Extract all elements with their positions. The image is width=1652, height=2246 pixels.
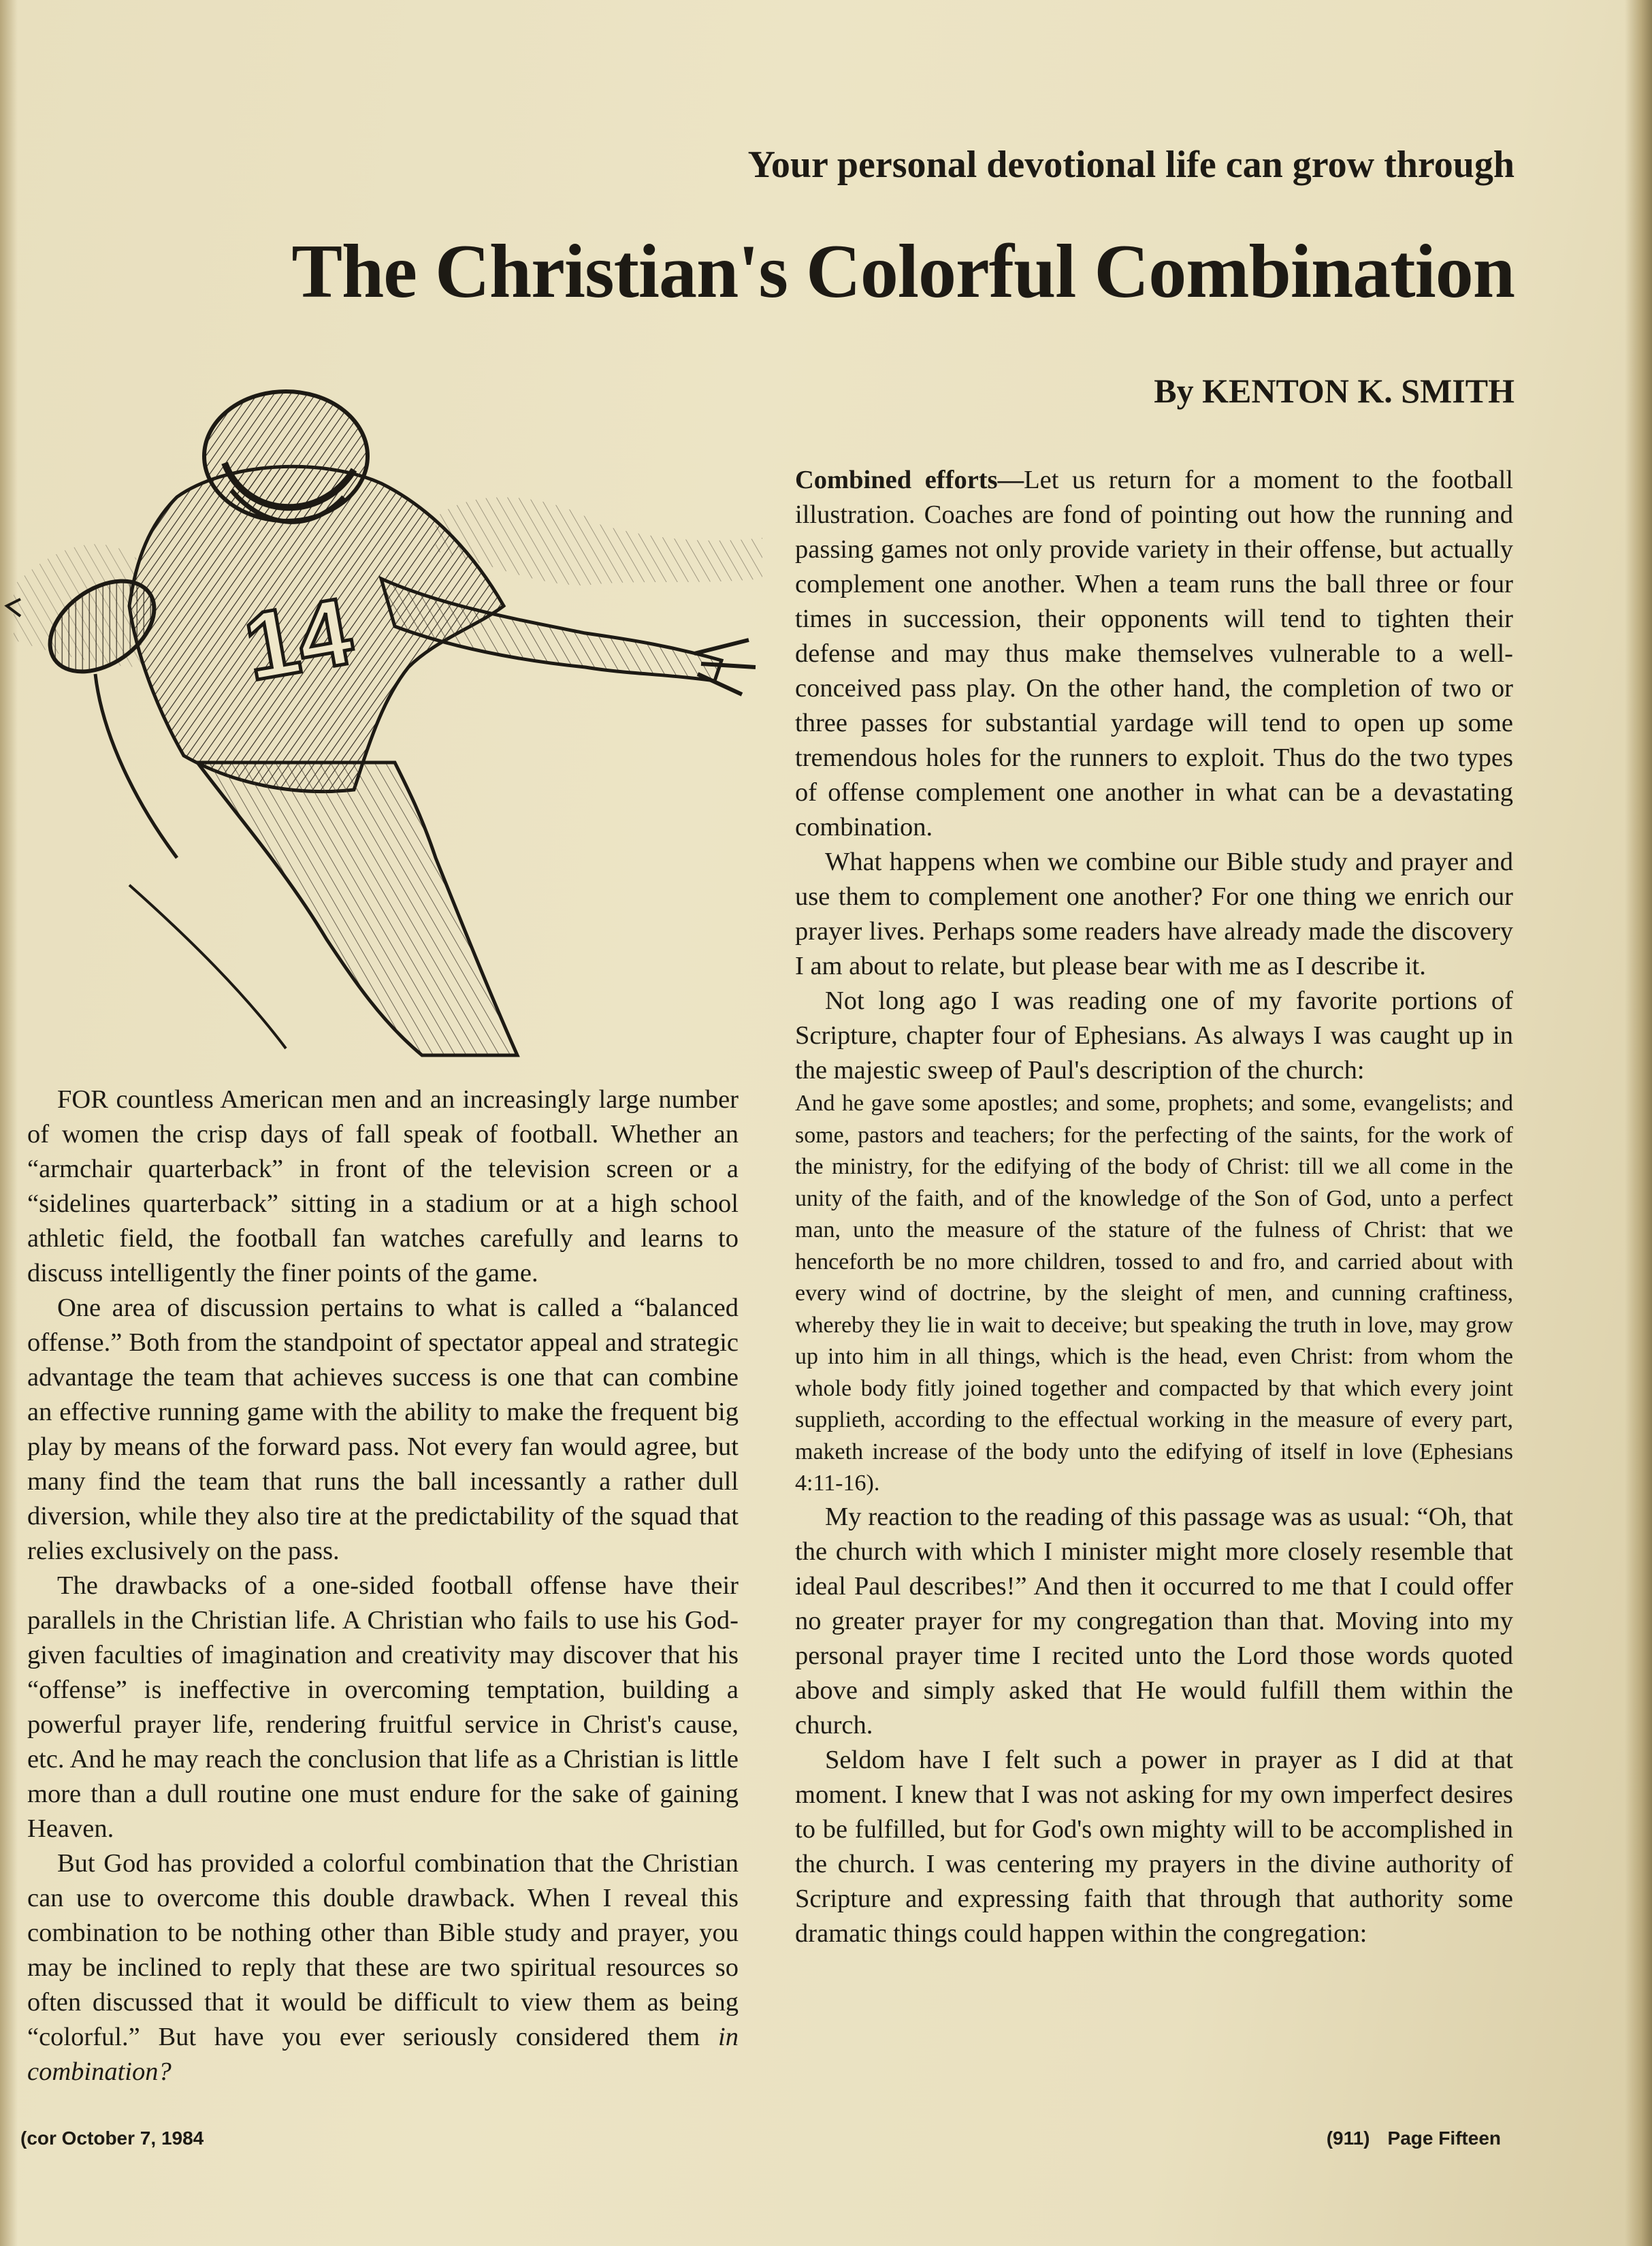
paragraph xyxy=(27,1846,739,2089)
footer-page xyxy=(1309,2128,1501,2149)
paragraph: My reaction to the reading of this passage was as usual: “Oh, that the church with which I minister might more closely resemble that ideal Paul describes!” And then it occurred to me that I could offer no greater prayer for my congregation than that. Moving into my personal prayer time I recited unto the Lord those words quoted above and simply asked that He would fulfill them within the church. xyxy=(795,1502,1513,1739)
paragraph: What happens when we combine our Bible study and prayer and use them to complement one another? For one thing we enrich our prayer lives. Perhaps some readers have already made the discovery I am about to relate, but please bear with me as I describe it. xyxy=(795,848,1513,980)
footer-issue-date: (cor October 7, 1984 xyxy=(20,2128,204,2149)
paragraph: FOR countless American men and an increasingly large number of women the crisp days of fall speak of football. Whether an “armchair quarterback” in front of the television screen or a “sidelines quarterback” sitting in a stadium or at a high school athletic field, the football fan watches carefully and learns to discuss intelligently the finer points of the game. xyxy=(27,1085,739,1287)
player-helmet xyxy=(204,391,368,521)
paragraph xyxy=(795,463,1513,845)
scripture-quote: And he gave some apostles; and some, prophets; and some, evangelists; and some, pastors and teachers; for the perfecting of the saints, for the work of the ministry, for the edifying of the body of Christ: till we all come in the unity of the faith, and of the knowledge of the Son of God, unto a perfect man, unto the measure of the stature of the fulness of Christ: that we henceforth be no more children, tossed to and fro, and carried about with every wind of doctrine, by the sleight of men, and cunning craftiness, whereby they lie in wait to deceive; but speaking the truth in love, may grow up into him in all things, which is the head, even Christ: from whom the whole body fitly joined together and compacted by that which every joint supplieth, according to the effectual working in the measure of every part, maketh increase of the body unto the edifying of itself in love (Ephesians 4:11-16). xyxy=(795,1091,1513,1496)
player-legs xyxy=(197,763,517,1055)
section-lead: Combined efforts— xyxy=(795,466,1024,494)
paragraph-text: Let us return for a moment to the football illustration. Coaches are fond of pointing out how the running and passing games not only provide variety in their offense, but actually complement one another. When a team runs the ball three or four times in succession, their opponents will tend to tighten their defense and may thus make themselves vulnerable to a well-conceived pass play. On the other hand, the completion of two or three passes for substantial yardage will tend to open up some tremendous holes for the runners to exploit. Thus do the two types of offense complement one another in what can be a devastating combination. xyxy=(795,466,1513,841)
jersey-number: 14 xyxy=(236,577,360,701)
quarterback-illustration xyxy=(0,381,790,1062)
paragraph: The drawbacks of a one-sided football offense have their parallels in the Christian life. A Christian who fails to use his God-given faculties of imagination and creativity may discover that his “offense” is ineffective in overcoming temptation, building a powerful prayer life, rendering fruitful service in Christ's cause, etc. And he may reach the conclusion that life as a Christian is little more than a dull routine one must endure for the sake of gaining Heaven. xyxy=(27,1571,739,1843)
paragraph: Not long ago I was reading one of my favorite portions of Scripture, chapter four of Ephesians. As always I was caught up in the majestic sweep of Paul's description of the church: xyxy=(795,986,1513,1085)
article-byline: By KENTON K. SMITH xyxy=(1154,372,1515,410)
left-column xyxy=(27,1082,739,2089)
emphasis-text: in combination? xyxy=(27,2023,739,2086)
footer-page-number: (911) xyxy=(1326,2128,1370,2149)
background-smoke xyxy=(436,497,762,585)
footer-page-label: Page Fifteen xyxy=(1387,2128,1501,2149)
right-column xyxy=(795,463,1513,1951)
article-kicker: Your personal devotional life can grow through xyxy=(747,144,1515,186)
page-left-shadow xyxy=(0,0,18,2246)
paragraph: One area of discussion pertains to what is called a “balanced offense.” Both from the standpoint of spectator appeal and strategic advantage the team that achieves success is one that can combine an effective running game with the ability to make the frequent big play by means of the forward pass. Not every fan would agree, but many find the team that runs the ball incessantly a rather dull diversion, while they also tire at the predictability of the squad that relies exclusively on the pass. xyxy=(27,1294,739,1565)
paragraph: Seldom have I felt such a power in prayer as I did at that moment. I knew that I was not asking for my own imperfect desires to be fulfilled, but for God's own mighty will to be accomplished in the church. I was centering my prayers in the divine authority of Scripture and expressing faith that through that authority some dramatic things could happen within the congregation: xyxy=(795,1745,1513,1948)
article-title: The Christian's Colorful Combination xyxy=(291,229,1515,314)
page-right-shadow xyxy=(1625,0,1652,2246)
paragraph-text: But God has provided a colorful combination that the Christian can use to overcome this double drawback. When I reveal this combination to be nothing other than Bible study and prayer, you may be inclined to reply that these are two spiritual resources so often discussed that it would be difficult to view them as being “colorful.” But have you ever seriously considered them xyxy=(27,1849,739,2051)
